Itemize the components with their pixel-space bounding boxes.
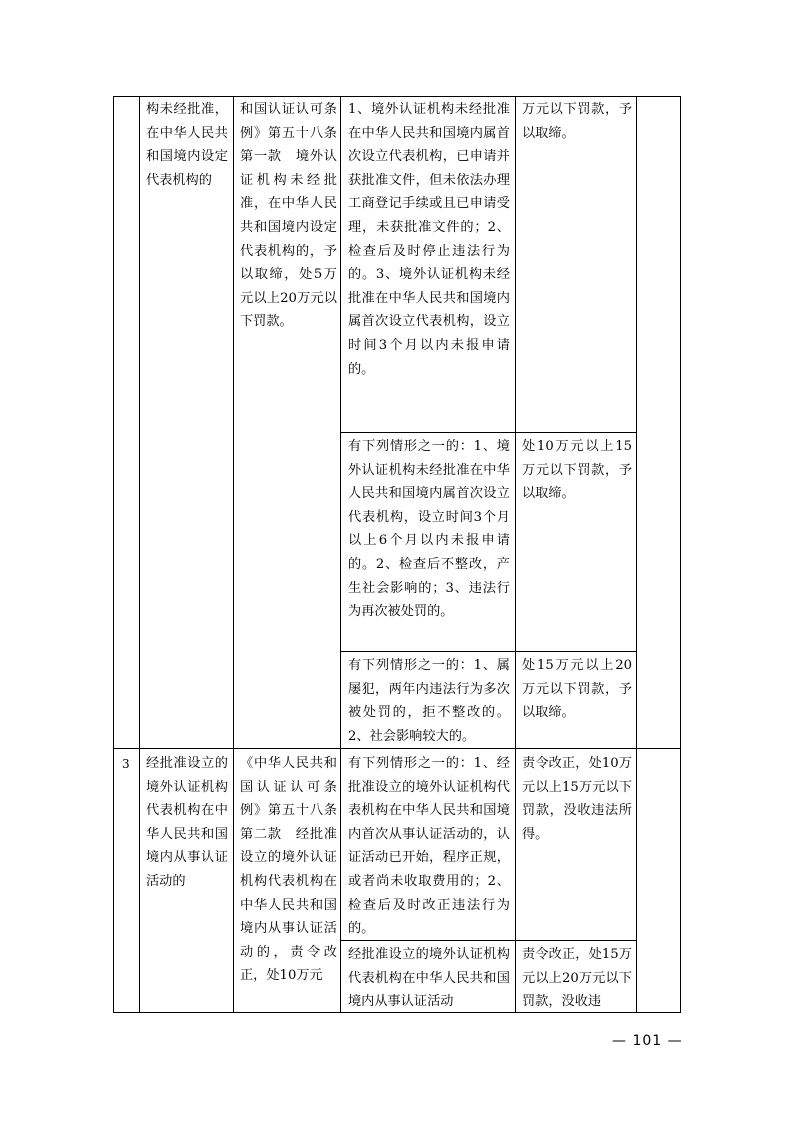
legal-basis-cell: 《中华人民共和国认证认可条例》第五十八条第二款 经批准设立的境外认证机构代表机构在中华人民共和国境内从事认证活动的，责令改正，处10万元 (240, 756, 337, 984)
circumstance-cell: 经批准设立的境外认证机构代表机构在中华人民共和国境内从事认证活动 (348, 947, 510, 1010)
penalty-cell: 处10万元以上15万元以下罚款，予以取缔。 (522, 439, 632, 502)
circumstance-cell: 有下列情形之一的：1、经批准设立的境外认证机构代表机构在中华人民共和国境内首次从事认证活动的，认证活动已开始，程序正规，或者尚未收取费用的；2、检查后及时改正违法行为的。 (348, 756, 510, 937)
circumstance-cell: 有下列情形之一的：1、属屡犯，两年内违法行为多次被处罚的，拒不整改的。2、社会影响较大的。 (348, 658, 510, 744)
column-divider (636, 97, 637, 1012)
page-number: — 101 — (612, 1033, 683, 1049)
penalty-cell: 万元以下罚款，予以取缔。 (522, 102, 632, 141)
column-divider (515, 97, 516, 1012)
column-divider (340, 97, 341, 1012)
row-divider (340, 432, 636, 433)
offense-item-cell: 构未经批准，在中华人民共和国境内设定代表机构的 (146, 102, 228, 188)
legal-basis-cell: 和国认证认可条例》第五十八条第一款 境外认证机构未经批准，在中华人民共和国境内设定代表机构的，予以取缔，处5万元以上20万元以下罚款。 (240, 102, 337, 330)
column-divider (139, 97, 140, 1012)
row-number: 3 (122, 757, 130, 771)
regulation-table (113, 96, 681, 1013)
penalty-cell: 责令改正，处10万元以上15万元以下罚款，没收违法所得。 (522, 756, 632, 842)
offense-item-cell: 经批准设立的境外认证机构代表机构在中华人民共和国境内从事认证活动的 (146, 756, 228, 889)
row-divider (340, 651, 636, 652)
circumstance-cell: 有下列情形之一的：1、境外认证机构未经批准在中华人民共和国境内属首次设立代表机构，设立时间3个月以上6个月以内未报申请的。2、检查后不整改，产生社会影响的；3、违法行为再次被处罚的。 (348, 439, 510, 620)
column-divider (233, 97, 234, 1012)
penalty-cell: 处15万元以上20万元以下罚款，予以取缔。 (522, 658, 632, 721)
penalty-cell: 责令改正，处15万元以上20万元以下罚款，没收违 (522, 947, 632, 1010)
circumstance-cell: 1、境外认证机构未经批准在中华人民共和国境内属首次设立代表机构，已申请并获批准文件，但未依法办理工商登记手续或且已申请受理，未获批准文件的；2、检查后及时停止违法行为的。3、境外认证机构未经批准在中华人民共和国境内属首次设立代表机构，设立时间3个月以内未报申请的。 (348, 102, 510, 377)
